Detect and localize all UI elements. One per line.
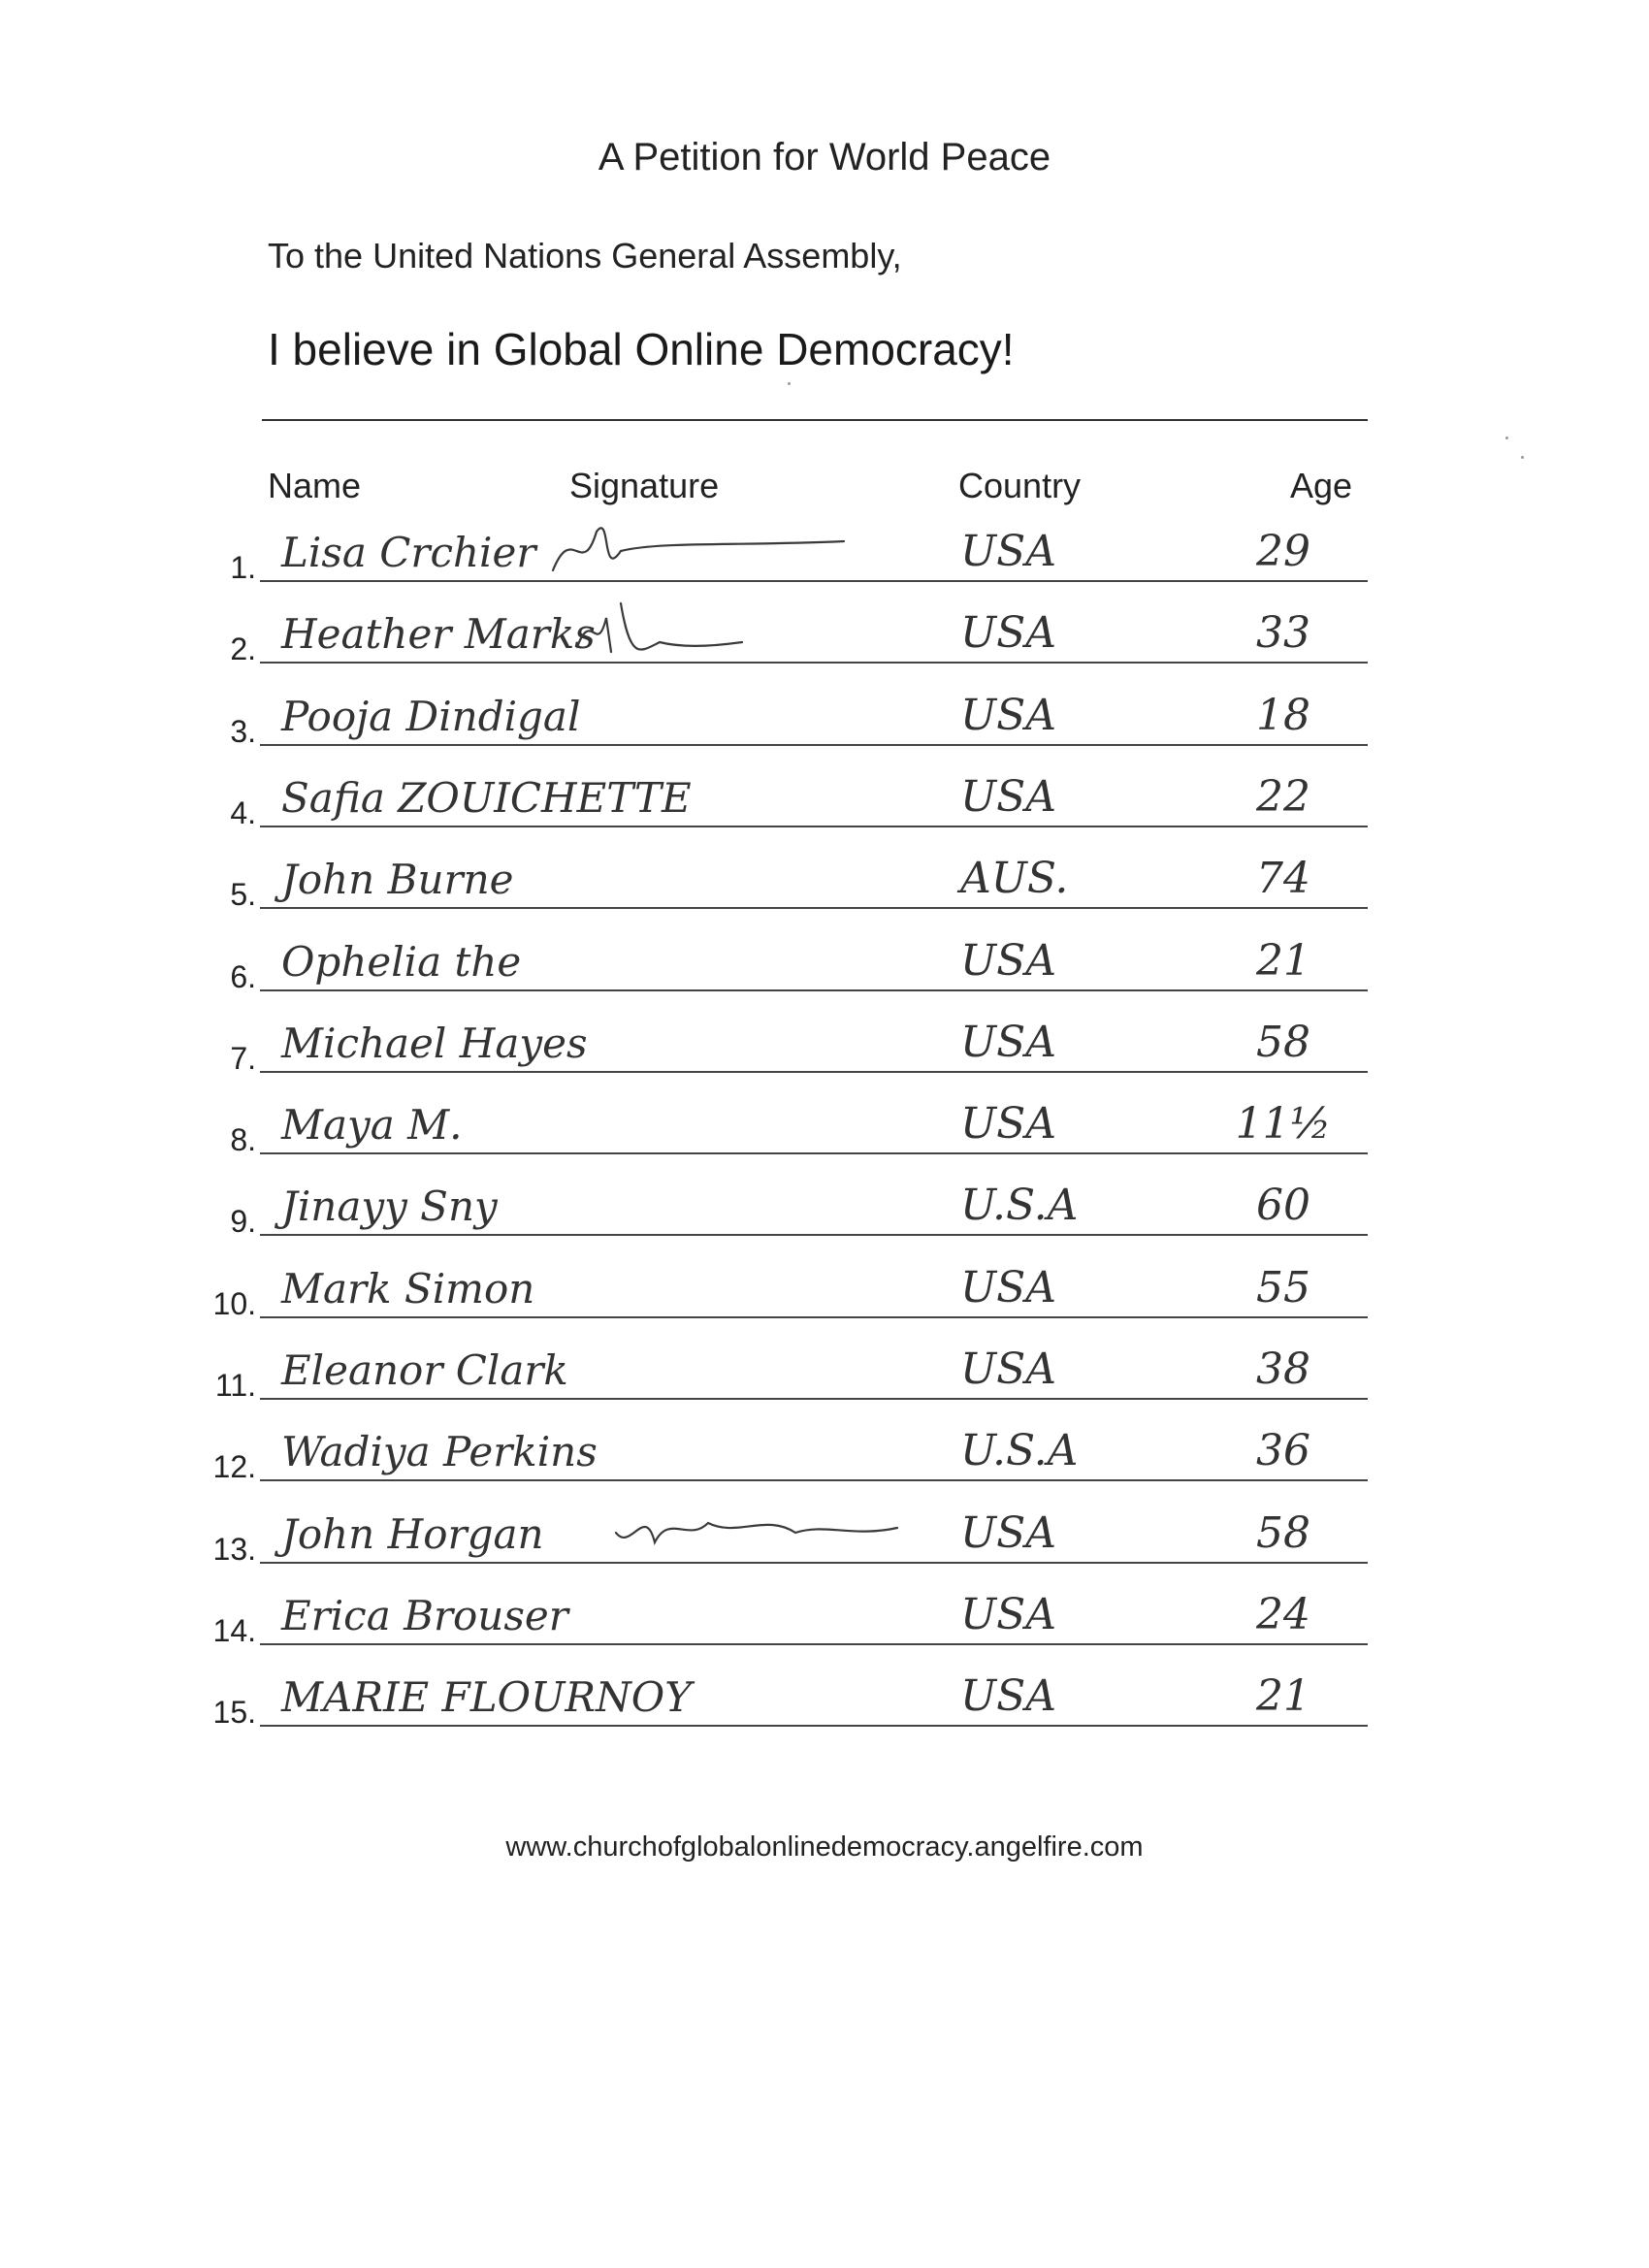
handwritten-name: John Burne xyxy=(281,856,514,904)
handwritten-country: USA xyxy=(960,690,1056,740)
row-rule-line xyxy=(260,1234,1368,1236)
handwritten-age: 33 xyxy=(1256,608,1310,659)
handwritten-country: USA xyxy=(960,527,1056,576)
handwritten-country: USA xyxy=(960,1262,1056,1312)
row-number: 11. xyxy=(214,1368,256,1403)
signature-row xyxy=(0,754,1649,835)
row-rule-line xyxy=(260,1643,1368,1645)
handwritten-age: 21 xyxy=(1256,1671,1310,1722)
row-number: 10. xyxy=(212,1285,256,1321)
handwritten-country: USA xyxy=(960,1589,1056,1639)
row-rule-line xyxy=(260,1562,1368,1564)
signature-scribble xyxy=(543,512,854,580)
row-rule-line xyxy=(260,1316,1368,1318)
handwritten-country: U.S.A xyxy=(960,1181,1079,1231)
handwritten-name: Heather Marks xyxy=(281,610,596,659)
handwritten-country: USA xyxy=(960,1345,1056,1394)
row-number: 4. xyxy=(230,794,256,830)
handwritten-country: AUS. xyxy=(960,854,1069,904)
row-rule-line xyxy=(260,1479,1368,1481)
signature-row xyxy=(0,999,1649,1081)
handwritten-age: 55 xyxy=(1256,1262,1310,1312)
scan-speck xyxy=(788,382,791,385)
handwritten-country: USA xyxy=(960,1099,1056,1150)
scan-speck xyxy=(1505,437,1508,439)
signature-row xyxy=(0,1326,1649,1408)
row-rule-line xyxy=(260,907,1368,909)
handwritten-age: 24 xyxy=(1256,1589,1310,1639)
row-rule-line xyxy=(260,989,1368,991)
row-number: 15. xyxy=(212,1695,256,1731)
signature-row xyxy=(0,1408,1649,1489)
signature-row xyxy=(0,1162,1649,1244)
signature-row xyxy=(0,918,1649,999)
signature-row xyxy=(0,508,1649,590)
footer-url: www.churchofglobalonlinedemocracy.angelfire.com xyxy=(505,1831,1144,1863)
handwritten-age: 60 xyxy=(1256,1181,1310,1231)
row-number: 6. xyxy=(230,958,256,994)
row-rule-line xyxy=(260,580,1368,582)
column-header-country: Country xyxy=(958,466,1082,505)
handwritten-age: 38 xyxy=(1256,1345,1310,1394)
handwritten-age: 21 xyxy=(1256,935,1310,986)
row-number: 9. xyxy=(230,1204,256,1240)
handwritten-name: Lisa Crchier xyxy=(281,529,536,576)
handwritten-age: 58 xyxy=(1256,1507,1310,1558)
row-number: 12. xyxy=(212,1449,256,1485)
row-rule-line xyxy=(260,826,1368,827)
signature-row xyxy=(0,672,1649,754)
signature-scribble xyxy=(611,1494,902,1562)
handwritten-age: 36 xyxy=(1256,1426,1310,1476)
row-number: 14. xyxy=(212,1612,256,1648)
handwritten-name: Maya M. xyxy=(281,1101,463,1150)
row-rule-line xyxy=(260,1725,1368,1727)
row-rule-line xyxy=(260,1152,1368,1154)
handwritten-country: USA xyxy=(960,1017,1056,1067)
handwritten-age: 29 xyxy=(1256,527,1310,576)
row-rule-line xyxy=(260,662,1368,664)
handwritten-name: Erica Brouser xyxy=(281,1591,568,1639)
handwritten-name: Safia ZOUICHETTE xyxy=(281,773,692,822)
handwritten-name: Ophelia the xyxy=(281,937,522,986)
belief-statement: I believe in Global Online Democracy! xyxy=(268,324,1015,374)
handwritten-name: Mark Simon xyxy=(281,1264,535,1312)
handwritten-age: 74 xyxy=(1256,854,1310,904)
handwritten-name: Jinayy Sny xyxy=(281,1183,498,1231)
signature-row xyxy=(0,1571,1649,1653)
signature-row xyxy=(0,590,1649,671)
row-number: 1. xyxy=(230,550,256,585)
handwritten-name: John Horgan xyxy=(281,1509,544,1558)
signature-row xyxy=(0,1081,1649,1162)
handwritten-name: Wadiya Perkins xyxy=(281,1428,598,1476)
handwritten-country: USA xyxy=(960,1507,1056,1558)
handwritten-age: 22 xyxy=(1256,771,1310,822)
signature-row xyxy=(0,835,1649,917)
signature-scribble xyxy=(572,594,747,662)
row-rule-line xyxy=(260,1071,1368,1073)
row-rule-line xyxy=(260,744,1368,746)
handwritten-name: Pooja Dindigal xyxy=(281,692,581,740)
row-number: 7. xyxy=(230,1040,256,1076)
row-number: 3. xyxy=(230,713,256,749)
handwritten-age: 58 xyxy=(1256,1017,1310,1067)
handwritten-country: USA xyxy=(960,935,1056,986)
row-number: 2. xyxy=(230,632,256,667)
column-header-age: Age xyxy=(1290,466,1353,505)
column-header-signature: Signature xyxy=(569,466,720,505)
row-rule-line xyxy=(260,1398,1368,1400)
page-title: A Petition for World Peace xyxy=(598,136,1051,178)
handwritten-age: 18 xyxy=(1256,690,1310,740)
signature-row xyxy=(0,1490,1649,1571)
handwritten-name: MARIE FLOURNOY xyxy=(281,1673,692,1722)
signature-row xyxy=(0,1245,1649,1326)
handwritten-country: USA xyxy=(960,771,1056,822)
handwritten-age: 11½ xyxy=(1235,1099,1332,1150)
handwritten-name: Eleanor Clark xyxy=(281,1346,568,1394)
salutation: To the United Nations General Assembly, xyxy=(268,236,902,275)
signature-row xyxy=(0,1653,1649,1734)
column-header-name: Name xyxy=(268,466,362,505)
handwritten-country: USA xyxy=(960,608,1056,659)
row-number: 8. xyxy=(230,1122,256,1158)
row-number: 5. xyxy=(230,877,256,913)
handwritten-name: Michael Hayes xyxy=(281,1019,588,1067)
handwritten-country: U.S.A xyxy=(960,1426,1079,1476)
scan-speck xyxy=(1521,456,1524,459)
handwritten-country: USA xyxy=(960,1671,1056,1722)
row-number: 13. xyxy=(212,1531,256,1567)
